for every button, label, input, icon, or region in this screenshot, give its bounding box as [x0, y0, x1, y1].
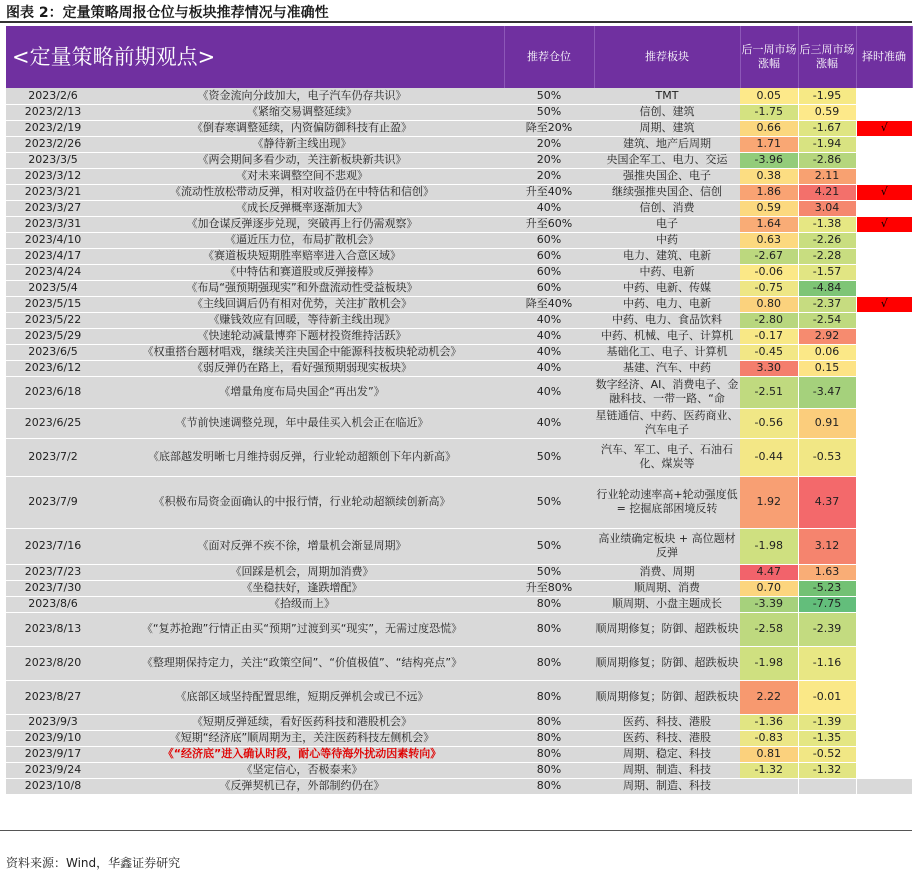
- row-date: 2023/3/5: [6, 152, 100, 168]
- row-date: 2023/5/29: [6, 328, 100, 344]
- table-row: [6, 646, 912, 680]
- row-week3-return: -2.86: [798, 152, 856, 168]
- row-timing-check: [856, 248, 912, 264]
- row-date: 2023/10/8: [6, 778, 100, 794]
- row-date: 2023/7/16: [6, 528, 100, 564]
- row-timing-check: [856, 778, 912, 794]
- row-date: 2023/9/24: [6, 762, 100, 778]
- row-view: 《两会期间多看少动，关注新板块新共识》: [100, 152, 504, 168]
- row-sector: 建筑、地产后周期: [594, 136, 740, 152]
- row-position: 20%: [504, 152, 594, 168]
- table-row: [6, 328, 912, 344]
- row-week3-return: -5.23: [798, 580, 856, 596]
- row-timing-check: √: [856, 120, 912, 136]
- row-week3-return: -2.28: [798, 248, 856, 264]
- row-week1-return: 0.38: [740, 168, 798, 184]
- row-week1-return: -2.58: [740, 612, 798, 646]
- header-sector: 推荐板块: [594, 26, 740, 88]
- row-position: 80%: [504, 646, 594, 680]
- row-view: 《整理期保持定力，关注“政策空间”、“价值极值”、“结构亮点”》: [100, 646, 504, 680]
- row-sector: 电子: [594, 216, 740, 232]
- row-week1-return: 1.92: [740, 476, 798, 528]
- row-position: 80%: [504, 596, 594, 612]
- table-row: [6, 200, 912, 216]
- row-date: 2023/8/27: [6, 680, 100, 714]
- row-week1-return: 0.63: [740, 232, 798, 248]
- row-timing-check: [856, 762, 912, 778]
- row-timing-check: [856, 104, 912, 120]
- header-week1: 后一周市场涨幅: [740, 26, 798, 88]
- row-position: 20%: [504, 136, 594, 152]
- row-date: 2023/3/31: [6, 216, 100, 232]
- row-week3-return: 0.15: [798, 360, 856, 376]
- row-timing-check: [856, 646, 912, 680]
- table-row: [6, 408, 912, 438]
- row-date: 2023/4/10: [6, 232, 100, 248]
- row-week3-return: -1.57: [798, 264, 856, 280]
- row-date: 2023/8/6: [6, 596, 100, 612]
- row-view: 《对未来调整空间不悲观》: [100, 168, 504, 184]
- row-date: 2023/3/21: [6, 184, 100, 200]
- table-body: [6, 88, 912, 794]
- row-date: 2023/6/5: [6, 344, 100, 360]
- table-row: [6, 762, 912, 778]
- table-row: [6, 714, 912, 730]
- row-sector: 中药、电新、传媒: [594, 280, 740, 296]
- row-position: 80%: [504, 778, 594, 794]
- row-week1-return: -0.45: [740, 344, 798, 360]
- row-view: 《静待新主线出现》: [100, 136, 504, 152]
- row-position: 60%: [504, 248, 594, 264]
- row-week1-return: -2.51: [740, 376, 798, 408]
- row-week3-return: -7.75: [798, 596, 856, 612]
- row-week3-return: 0.06: [798, 344, 856, 360]
- row-sector: 行业轮动速率高+轮动强度低 = 挖掘底部困境反转: [594, 476, 740, 528]
- row-week1-return: 0.66: [740, 120, 798, 136]
- row-week3-return: -2.39: [798, 612, 856, 646]
- row-date: 2023/9/3: [6, 714, 100, 730]
- row-week1-return: 0.70: [740, 580, 798, 596]
- row-week1-return: 1.86: [740, 184, 798, 200]
- row-position: 80%: [504, 714, 594, 730]
- row-sector: 央国企军工、电力、交运: [594, 152, 740, 168]
- row-position: 80%: [504, 730, 594, 746]
- row-timing-check: [856, 88, 912, 104]
- table-row: [6, 438, 912, 476]
- row-week3-return: 1.63: [798, 564, 856, 580]
- row-date: 2023/5/22: [6, 312, 100, 328]
- row-timing-check: [856, 232, 912, 248]
- row-timing-check: [856, 376, 912, 408]
- row-week1-return: -0.44: [740, 438, 798, 476]
- table-row: [6, 248, 912, 264]
- row-position: 60%: [504, 264, 594, 280]
- row-timing-check: [856, 408, 912, 438]
- row-timing-check: [856, 612, 912, 646]
- row-timing-check: [856, 168, 912, 184]
- row-week3-return: -1.16: [798, 646, 856, 680]
- row-week1-return: -0.06: [740, 264, 798, 280]
- table-row: [6, 476, 912, 528]
- row-week1-return: -2.67: [740, 248, 798, 264]
- table-row: [6, 168, 912, 184]
- row-date: 2023/3/12: [6, 168, 100, 184]
- row-week3-return: 0.59: [798, 104, 856, 120]
- row-view: 《加仓谋反弹逐步兑现，突破再上行仍需观察》: [100, 216, 504, 232]
- row-view: 《“复苏抢跑”行情正由买“预期”过渡到买“现实”，无需过度恐慌》: [100, 612, 504, 646]
- row-position: 降至40%: [504, 296, 594, 312]
- row-sector: 医药、科技、港股: [594, 714, 740, 730]
- row-date: 2023/5/4: [6, 280, 100, 296]
- row-week3-return: -0.53: [798, 438, 856, 476]
- row-view: 《底部越发明晰七月维持弱反弹，行业轮动超额创下年内新高》: [100, 438, 504, 476]
- row-week3-return: 3.12: [798, 528, 856, 564]
- row-timing-check: [856, 564, 912, 580]
- row-timing-check: √: [856, 184, 912, 200]
- row-week1-return: -0.83: [740, 730, 798, 746]
- row-timing-check: [856, 714, 912, 730]
- row-week3-return: -1.67: [798, 120, 856, 136]
- source-note: 资料来源：Wind，华鑫证券研究: [6, 856, 181, 870]
- row-week1-return: [740, 778, 798, 794]
- row-view: 《资金流向分歧加大，电子汽车仍存共识》: [100, 88, 504, 104]
- row-week1-return: 1.71: [740, 136, 798, 152]
- row-date: 2023/9/10: [6, 730, 100, 746]
- row-position: 80%: [504, 746, 594, 762]
- row-date: 2023/3/27: [6, 200, 100, 216]
- row-view: 《增量角度布局央国企“再出发”》: [100, 376, 504, 408]
- row-view: 《短期“经济底”顺周期为主，关注医药科技左侧机会》: [100, 730, 504, 746]
- row-sector: 周期、制造、科技: [594, 778, 740, 794]
- table-row: [6, 360, 912, 376]
- row-sector: 信创、消费: [594, 200, 740, 216]
- table-row: [6, 120, 912, 136]
- row-position: 50%: [504, 438, 594, 476]
- row-position: 40%: [504, 200, 594, 216]
- row-timing-check: [856, 680, 912, 714]
- row-date: 2023/4/24: [6, 264, 100, 280]
- row-week3-return: -0.52: [798, 746, 856, 762]
- row-week3-return: 0.91: [798, 408, 856, 438]
- row-view: 《流动性放松带动反弹，相对收益仍在中特估和信创》: [100, 184, 504, 200]
- row-timing-check: [856, 438, 912, 476]
- table-row: [6, 88, 912, 104]
- row-sector: 信创、建筑: [594, 104, 740, 120]
- row-date: 2023/6/18: [6, 376, 100, 408]
- row-timing-check: [856, 280, 912, 296]
- row-week3-return: [798, 778, 856, 794]
- table-row: [6, 232, 912, 248]
- row-position: 50%: [504, 104, 594, 120]
- row-sector: TMT: [594, 88, 740, 104]
- row-timing-check: [856, 360, 912, 376]
- row-date: 2023/2/13: [6, 104, 100, 120]
- row-week3-return: 2.92: [798, 328, 856, 344]
- row-position: 60%: [504, 232, 594, 248]
- row-position: 50%: [504, 88, 594, 104]
- row-timing-check: [856, 476, 912, 528]
- row-week3-return: -1.32: [798, 762, 856, 778]
- row-date: 2023/2/26: [6, 136, 100, 152]
- row-view: 《中特估和赛道股或反弹接棒》: [100, 264, 504, 280]
- row-week1-return: -1.36: [740, 714, 798, 730]
- header-view: <定量策略前期观点>: [6, 26, 504, 88]
- row-week1-return: -1.75: [740, 104, 798, 120]
- row-view: 《坐稳扶好，逢跌增配》: [100, 580, 504, 596]
- row-sector: 周期、建筑: [594, 120, 740, 136]
- row-sector: 中药、电力、电新: [594, 296, 740, 312]
- row-position: 40%: [504, 408, 594, 438]
- row-view: 《快速轮动减量博弈下题材投资维持活跃》: [100, 328, 504, 344]
- row-sector: 中药、电新: [594, 264, 740, 280]
- strategy-table: [6, 26, 913, 795]
- row-week3-return: 3.04: [798, 200, 856, 216]
- row-week1-return: 2.22: [740, 680, 798, 714]
- row-timing-check: [856, 312, 912, 328]
- row-view: 《坚定信心，否极泰来》: [100, 762, 504, 778]
- row-timing-check: [856, 528, 912, 564]
- row-week3-return: -0.01: [798, 680, 856, 714]
- table-row: [6, 580, 912, 596]
- table-row: [6, 136, 912, 152]
- table-row: [6, 184, 912, 200]
- row-position: 40%: [504, 344, 594, 360]
- row-date: 2023/7/9: [6, 476, 100, 528]
- row-view: 《逼近压力位，布局扩散机会》: [100, 232, 504, 248]
- row-week1-return: 0.81: [740, 746, 798, 762]
- table-row: [6, 730, 912, 746]
- row-week3-return: -4.84: [798, 280, 856, 296]
- row-week3-return: -2.26: [798, 232, 856, 248]
- row-view: 《主线回调后仍有相对优势，关注扩散机会》: [100, 296, 504, 312]
- row-view: 《弱反弹仍在路上，看好强预期弱现实板块》: [100, 360, 504, 376]
- row-week1-return: -3.96: [740, 152, 798, 168]
- row-view: 《“经济底”进入确认时段，耐心等待海外扰动因素转向》: [100, 746, 504, 762]
- row-sector: 顺周期修复；防御、超跌板块: [594, 646, 740, 680]
- row-sector: 周期、制造、科技: [594, 762, 740, 778]
- row-week1-return: 3.30: [740, 360, 798, 376]
- row-week1-return: -3.39: [740, 596, 798, 612]
- row-position: 80%: [504, 612, 594, 646]
- row-sector: 星链通信、中药、医药商业、汽车电子: [595, 409, 739, 436]
- table-header-row: [6, 26, 912, 88]
- row-position: 升至60%: [504, 216, 594, 232]
- row-date: 2023/6/12: [6, 360, 100, 376]
- row-position: 40%: [504, 360, 594, 376]
- row-position: 80%: [504, 680, 594, 714]
- row-view: 《面对反弹不疾不徐，增量机会渐显周期》: [100, 528, 504, 564]
- row-sector: 中药、机械、电子、计算机: [594, 328, 740, 344]
- figure-title: 图表 2：定量策略周报仓位与板块推荐情况与准确性: [6, 5, 329, 21]
- row-week1-return: -1.98: [740, 646, 798, 680]
- row-position: 40%: [504, 376, 594, 408]
- table-row: [6, 376, 912, 408]
- header-week3: 后三周市场涨幅: [798, 26, 856, 88]
- table-row: [6, 778, 912, 794]
- row-date: 2023/7/2: [6, 438, 100, 476]
- row-sector: 强推央国企、电子: [594, 168, 740, 184]
- row-timing-check: [856, 264, 912, 280]
- row-sector: 顺周期修复；防御、超跌板块: [594, 680, 740, 714]
- row-timing-check: [856, 200, 912, 216]
- table-row: [6, 152, 912, 168]
- row-view: 《反弹契机已存，外部制约仍在》: [100, 778, 504, 794]
- row-sector: 基础化工、电子、计算机: [594, 344, 740, 360]
- row-timing-check: [856, 746, 912, 762]
- row-date: 2023/8/20: [6, 646, 100, 680]
- row-position: 80%: [504, 762, 594, 778]
- row-date: 2023/2/6: [6, 88, 100, 104]
- row-date: 2023/9/17: [6, 746, 100, 762]
- row-week3-return: -2.37: [798, 296, 856, 312]
- row-week3-return: 4.21: [798, 184, 856, 200]
- row-view: 《短期反弹延续，看好医药科技和港股机会》: [100, 714, 504, 730]
- row-position: 20%: [504, 168, 594, 184]
- row-week1-return: -1.98: [740, 528, 798, 564]
- table-row: [6, 344, 912, 360]
- row-sector: 中药: [594, 232, 740, 248]
- row-week3-return: 2.11: [798, 168, 856, 184]
- row-view: 《紧缩交易调整延续》: [100, 104, 504, 120]
- row-week1-return: -1.32: [740, 762, 798, 778]
- table-row: [6, 746, 912, 762]
- table-row: [6, 680, 912, 714]
- row-sector: 电力、建筑、电新: [594, 248, 740, 264]
- row-week1-return: -2.80: [740, 312, 798, 328]
- row-week3-return: -2.54: [798, 312, 856, 328]
- row-view: 《回踩是机会，周期加消费》: [100, 564, 504, 580]
- row-view: 《赛道板块短期胜率赔率进入合意区域》: [100, 248, 504, 264]
- row-timing-check: √: [856, 216, 912, 232]
- row-position: 50%: [504, 528, 594, 564]
- row-view: 《拾级而上》: [100, 596, 504, 612]
- row-sector: 继续强推央国企、信创: [594, 184, 740, 200]
- header-position: 推荐仓位: [504, 26, 594, 88]
- table-row: [6, 296, 912, 312]
- row-sector: 高业绩确定板块 + 高位题材反弹: [594, 528, 740, 564]
- row-week1-return: -0.75: [740, 280, 798, 296]
- row-view: 《底部区域坚持配置思维，短期反弹机会或已不远》: [100, 680, 504, 714]
- row-week3-return: -1.94: [798, 136, 856, 152]
- row-timing-check: [856, 152, 912, 168]
- row-timing-check: √: [856, 296, 912, 312]
- row-view: 《节前快速调整兑现，年中最佳买入机会正在临近》: [100, 408, 504, 438]
- table-row: [6, 104, 912, 120]
- row-timing-check: [856, 596, 912, 612]
- row-date: 2023/5/15: [6, 296, 100, 312]
- row-week3-return: -3.47: [798, 376, 856, 408]
- row-week3-return: 4.37: [798, 476, 856, 528]
- row-week1-return: 4.47: [740, 564, 798, 580]
- table-row: [6, 612, 912, 646]
- table-row: [6, 264, 912, 280]
- row-week1-return: 0.59: [740, 200, 798, 216]
- row-sector: 顺周期修复；防御、超跌板块: [594, 612, 740, 646]
- row-sector: 顺周期、小盘主题成长: [594, 596, 740, 612]
- row-sector: 消费、周期: [594, 564, 740, 580]
- table-row: [6, 596, 912, 612]
- table-row: [6, 280, 912, 296]
- row-position: 升至80%: [504, 580, 594, 596]
- row-timing-check: [856, 344, 912, 360]
- row-week1-return: 0.05: [740, 88, 798, 104]
- row-date: 2023/4/17: [6, 248, 100, 264]
- row-timing-check: [856, 730, 912, 746]
- row-week3-return: -1.95: [798, 88, 856, 104]
- row-timing-check: [856, 580, 912, 596]
- table-row: [6, 528, 912, 564]
- row-week3-return: -1.39: [798, 714, 856, 730]
- row-position: 50%: [504, 564, 594, 580]
- row-view: 《成长反弹概率逐渐加大》: [100, 200, 504, 216]
- row-position: 降至20%: [504, 120, 594, 136]
- title-rule: [0, 21, 912, 23]
- row-sector: 顺周期、消费: [594, 580, 740, 596]
- row-view: 《布局“强预期强现实”和外盘流动性受益板块》: [100, 280, 504, 296]
- row-week1-return: -0.56: [740, 408, 798, 438]
- row-date: 2023/7/30: [6, 580, 100, 596]
- row-week1-return: 0.80: [740, 296, 798, 312]
- row-sector: 周期、稳定、科技: [594, 746, 740, 762]
- table-row: [6, 564, 912, 580]
- row-position: 60%: [504, 280, 594, 296]
- row-week1-return: 1.64: [740, 216, 798, 232]
- table-row: [6, 312, 912, 328]
- row-position: 40%: [504, 328, 594, 344]
- row-date: 2023/7/23: [6, 564, 100, 580]
- row-view: 《倒春寒调整延续，内资偏防御科技有止盈》: [100, 120, 504, 136]
- row-week1-return: -0.17: [740, 328, 798, 344]
- footer-rule: [0, 830, 912, 831]
- row-date: 2023/6/25: [6, 408, 100, 438]
- row-timing-check: [856, 328, 912, 344]
- row-sector: 中药、电力、食品饮料: [594, 312, 740, 328]
- row-week3-return: -1.35: [798, 730, 856, 746]
- header-timing: 择时准确: [856, 26, 912, 88]
- row-sector: 数字经济、AI、消费电子、金融科技、一带一路、“命: [594, 376, 740, 408]
- row-sector: 基建、汽车、中药: [594, 360, 740, 376]
- row-week3-return: -1.38: [798, 216, 856, 232]
- row-date: 2023/8/13: [6, 612, 100, 646]
- row-view: 《赚钱效应有回暖，等待新主线出现》: [100, 312, 504, 328]
- row-timing-check: [856, 136, 912, 152]
- row-sector: 医药、科技、港股: [594, 730, 740, 746]
- row-view: 《权重搭台题材唱戏，继续关注央国企中能源科技板块轮动机会》: [100, 344, 504, 360]
- row-date: 2023/2/19: [6, 120, 100, 136]
- row-sector: 汽车、军工、电子、石油石化、煤炭等: [594, 438, 740, 476]
- row-position: 50%: [504, 476, 594, 528]
- row-position: 升至40%: [504, 184, 594, 200]
- row-view: 《积极布局资金面确认的中报行情，行业轮动超额续创新高》: [100, 476, 504, 528]
- row-position: 40%: [504, 312, 594, 328]
- table-row: [6, 216, 912, 232]
